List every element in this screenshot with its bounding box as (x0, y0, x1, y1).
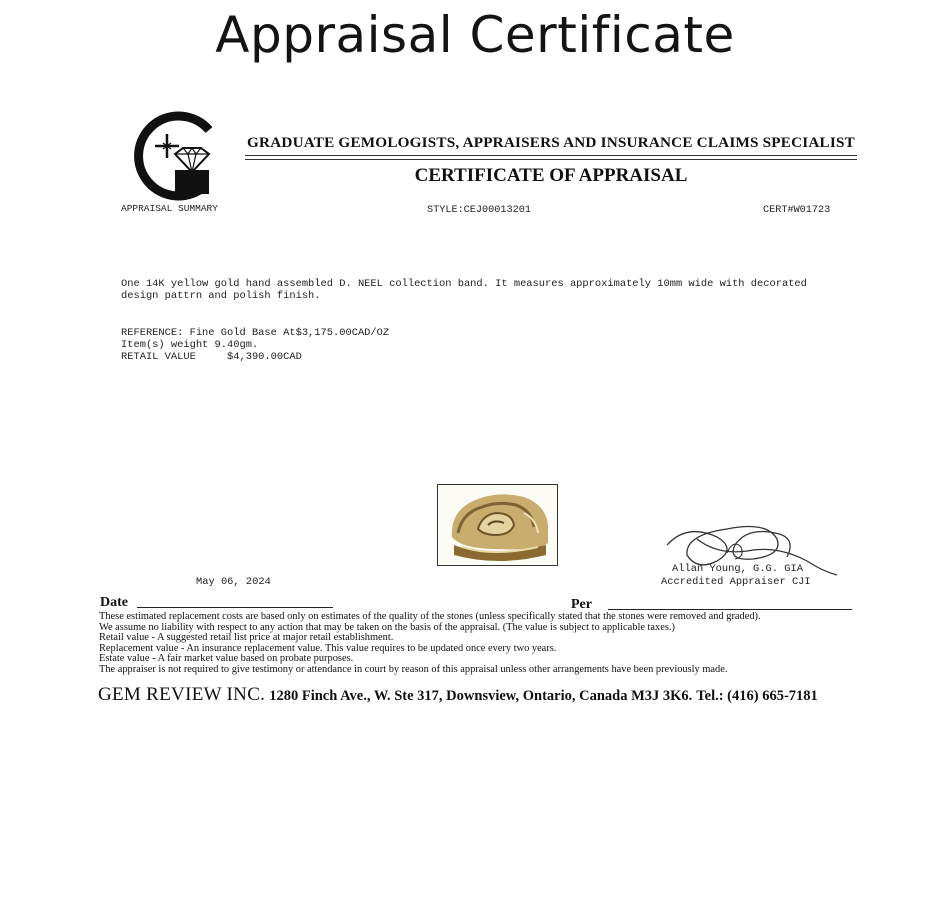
per-label: Per (571, 597, 592, 612)
retail-value-row (121, 351, 389, 363)
fine-print-line: Estate value - A fair market value based on probate purposes. (99, 653, 354, 665)
appraiser-title: Accredited Appraiser CJI (661, 576, 811, 588)
weight-line: Item(s) weight 9.40gm. (121, 339, 259, 351)
fine-print-line: We assume no liability with respect to any action that may be taken on the basis of the appraisal. (The value is subject to applicable taxes.) (99, 621, 675, 633)
ring-photo (437, 484, 558, 566)
fine-print-line: Retail value - A suggested retail list price at major retail establishment. (99, 632, 394, 644)
date-label: Date (100, 595, 128, 610)
company-logo-icon (127, 108, 217, 203)
footer (98, 684, 818, 706)
date-line (137, 607, 333, 608)
fine-print-line: Replacement value - An insurance replacement value. This value requires to be updated once every two years. (99, 642, 557, 654)
footer-address: 1280 Finch Ave., W. Ste 317, Downsview, Ontario, Canada M3J 3K6. (269, 688, 693, 704)
item-description (121, 278, 846, 302)
summary-label: APPRAISAL SUMMARY (121, 203, 218, 214)
retail-value-label: RETAIL VALUE (121, 351, 196, 363)
fine-print-line: These estimated replacement costs are based only on estimates of the quality of the stones (unless specifically stated that the stones were removed and graded). (99, 611, 761, 622)
appraisal-date: May 06, 2024 (196, 576, 271, 588)
retail-value-amount: $4,390.00CAD (227, 351, 302, 363)
per-line (608, 609, 852, 610)
cert-number: CERT#W01723 (763, 205, 831, 216)
organization-name: GRADUATE GEMOLOGISTS, APPRAISERS AND INSURANCE CLAIMS SPECIALIST (247, 134, 855, 151)
style-number: STYLE:CEJ00013201 (427, 205, 531, 216)
footer-company: GEM REVIEW INC. (98, 684, 266, 705)
item-details (121, 327, 389, 363)
fine-print-line: The appraiser is not required to give testimony or attendance in court by reason of this appraisal unless other arrangements have been previously made. (99, 663, 728, 675)
fine-print (99, 612, 879, 676)
diamond-icon (175, 148, 209, 172)
header-rule-top (245, 155, 857, 156)
description-line-2: design pattrn and polish finish. (121, 290, 321, 302)
certificate-title: CERTIFICATE OF APPRAISAL (414, 165, 688, 186)
reference-line: REFERENCE: Fine Gold Base At$3,175.00CAD/OZ (121, 327, 390, 339)
description-line-1: One 14K yellow gold hand assembled D. NEEL collection band. It measures approximately 10mm wide with decorated (121, 278, 807, 290)
header-rule-bottom (245, 159, 857, 160)
footer-phone: Tel.: (416) 665-7181 (696, 688, 818, 704)
page-title: Appraisal Certificate (215, 6, 735, 64)
appraiser-name: Allan Young, G.G. GIA (672, 563, 803, 575)
